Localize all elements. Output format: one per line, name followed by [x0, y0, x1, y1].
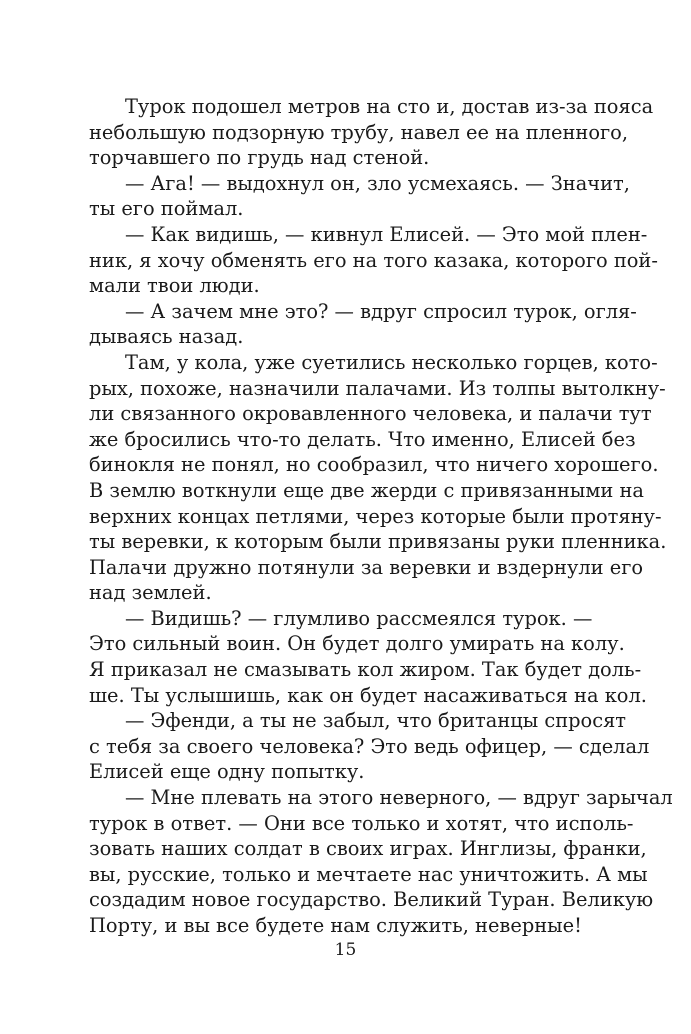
paragraph	[89, 785, 673, 939]
text-line: над землей.	[89, 581, 212, 605]
text-line: торчавшего по грудь над стеной.	[89, 146, 430, 170]
page-number: 15	[334, 940, 357, 960]
text-line: зовать наших солдат в своих играх. Инглизы, франки,	[89, 837, 647, 861]
text-line: — Мне плевать на этого неверного, — вдруг зарычал	[125, 786, 673, 810]
paragraph	[89, 708, 650, 785]
text-line: рых, похоже, назначили палачами. Из толпы вытолкну-	[89, 376, 666, 400]
text-line: с тебя за своего человека? Это ведь офицер, — сделал	[89, 734, 650, 758]
text-line: В землю воткнули еще две жерди с привязанными на	[89, 478, 644, 502]
text-line: ник, я хочу обменять его на того казака, которого пой-	[89, 248, 658, 272]
paragraph	[89, 606, 647, 708]
text-line: — Видишь? — глумливо рассмеялся турок. —	[125, 606, 593, 630]
text-line: Елисей еще одну попытку.	[89, 760, 365, 784]
body-text	[89, 94, 673, 939]
text-line: турок в ответ. — Они все только и хотят, что исполь-	[89, 811, 634, 835]
text-line: верхних концах петлями, через которые были протяну-	[89, 504, 662, 528]
text-line: — А зачем мне это? — вдруг спросил турок, огля-	[125, 299, 637, 323]
text-line: вы, русские, только и мечтаете нас уничтожить. А мы	[89, 862, 648, 886]
paragraph	[89, 94, 654, 171]
paragraph	[89, 171, 630, 222]
text-line: ты веревки, к которым были привязаны руки пленника.	[89, 530, 667, 554]
text-line: Палачи дружно потянули за веревки и вздернули его	[89, 555, 644, 579]
paragraph	[89, 299, 637, 350]
text-line: — Как видишь, — кивнул Елисей. — Это мой плен-	[125, 222, 648, 246]
text-line: Турок подошел метров на сто и, достав из-за пояса	[125, 95, 654, 118]
text-line: мали твои люди.	[89, 274, 260, 298]
text-line: же бросились что-то делать. Что именно, Елисей без	[89, 427, 636, 451]
text-line: Порту, и вы все будете нам служить, неверные!	[89, 914, 582, 937]
text-line: Я приказал не смазывать кол жиром. Так будет доль-	[89, 658, 642, 682]
text-line: создадим новое государство. Великий Туран. Великую	[89, 888, 654, 912]
text-line: Это сильный воин. Он будет долго умирать на колу.	[89, 632, 625, 656]
text-line: небольшую подзорную трубу, навел ее на пленного,	[89, 120, 628, 144]
text-line: — Эфенди, а ты не забыл, что британцы спросят	[125, 709, 627, 733]
text-line: ли связанного окровавленного человека, и палачи тут	[89, 402, 652, 426]
text-line: Там, у кола, уже суетились несколько горцев, кото-	[125, 350, 658, 374]
text-line: ты его поймал.	[89, 197, 244, 221]
text-line: ше. Ты услышишь, как он будет насаживаться на кол.	[89, 683, 647, 707]
text-line: бинокля не понял, но сообразил, что ничего хорошего.	[89, 453, 659, 477]
paragraph	[89, 350, 667, 606]
text-line: — Ага! — выдохнул он, зло усмехаясь. — Значит,	[125, 171, 630, 195]
paragraph	[89, 222, 658, 299]
text-line: дываясь назад.	[89, 325, 244, 349]
